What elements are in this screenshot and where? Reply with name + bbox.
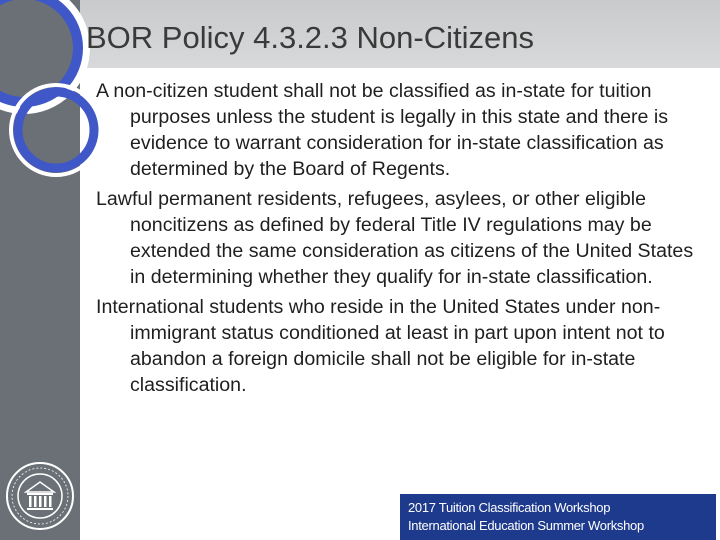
paragraph-non-citizen: A non-citizen student shall not be classified as in-state for tuition purposes unless the student is legally in this state and there is evidence to warrant consideration for in-state classification as determined by the Board of Regents. [96, 80, 669, 180]
body-text [96, 78, 708, 402]
footer-line-summer-workshop: International Education Summer Workshop [408, 518, 644, 533]
footer-box [400, 494, 716, 540]
paragraph-permanent-residents: Lawful permanent residents, refugees, asylees, or other eligible noncitizens as defined by federal Title IV regulations may be extended the same consideration as citizens of the United States in determining whether they qualify for in-state classification. [96, 188, 694, 288]
paragraph-international-students: International students who reside in the United States under non-immigrant status conditioned at least in part upon intent not to abandon a foreign domicile shall not be eligible for in-state classification. [96, 296, 665, 396]
footer-line-workshop: 2017 Tuition Classification Workshop [408, 500, 611, 515]
slide-title: BOR Policy 4.3.2.3 Non-Citizens [86, 20, 534, 55]
board-of-regents-seal-icon [4, 460, 76, 532]
